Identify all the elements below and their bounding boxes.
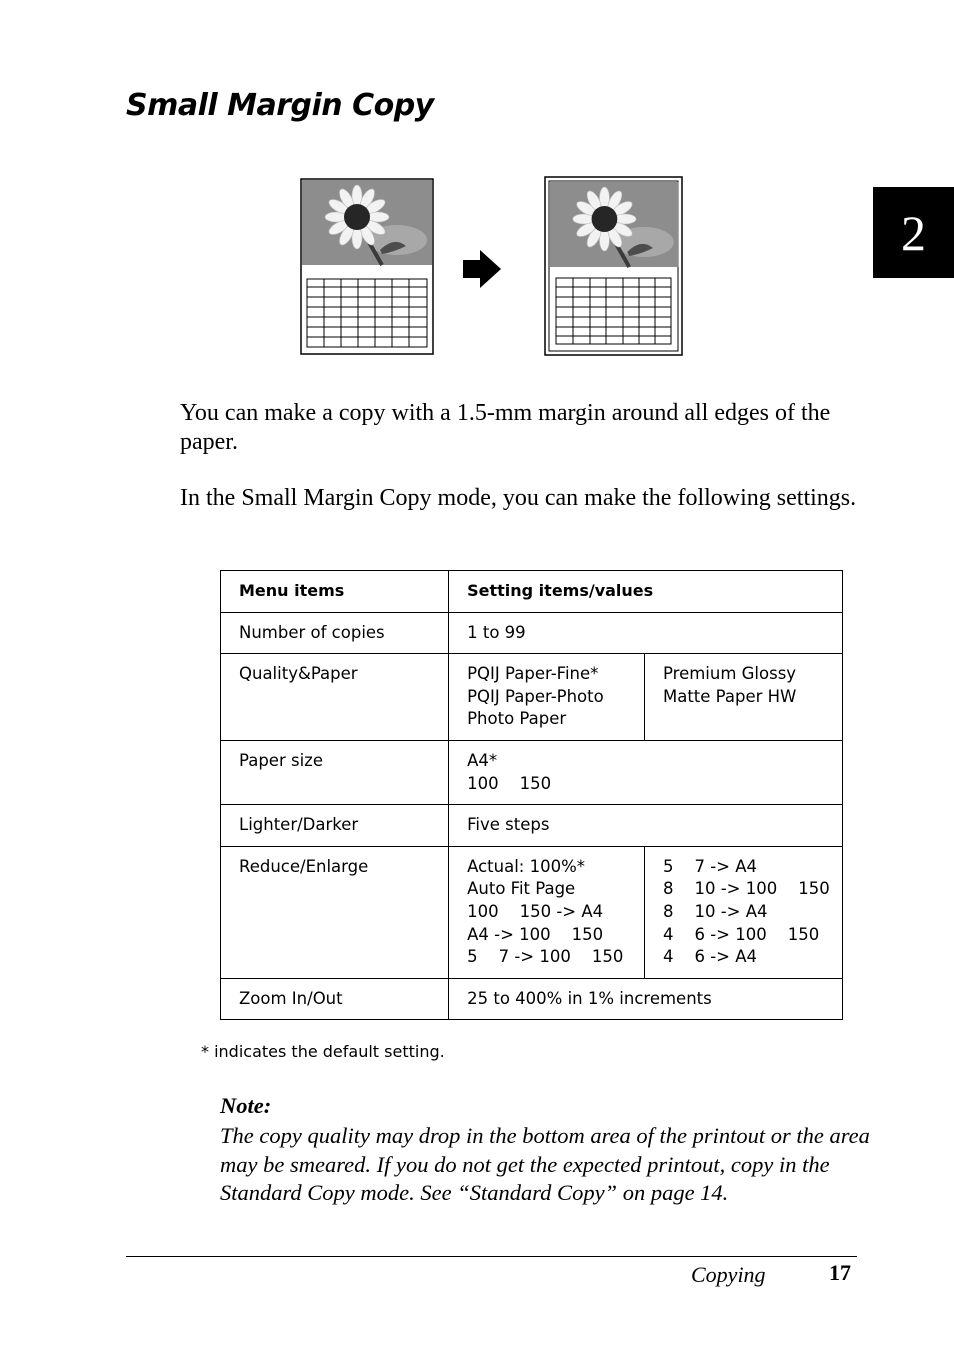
menu-item-cell: Number of copies bbox=[221, 612, 449, 654]
bordered-page-icon bbox=[301, 179, 433, 354]
value-cell bbox=[449, 740, 843, 804]
value-line: 4 6 -> A4 bbox=[662, 947, 758, 967]
small-margin-page-icon bbox=[545, 177, 682, 355]
note-body: The copy quality may drop in the bottom area of the printout or the area may be smeared. If you do not get the expected printout, copy in the Standard Copy mode. See “Standard Copy” on page 14. bbox=[220, 1123, 870, 1205]
value-cell bbox=[449, 612, 843, 654]
value-line: Five steps bbox=[467, 815, 550, 835]
table-row bbox=[221, 805, 843, 847]
menu-item-cell: Quality&Paper bbox=[221, 654, 449, 741]
table-row bbox=[221, 612, 843, 654]
page-title: Small Margin Copy bbox=[126, 88, 434, 123]
chapter-number: 2 bbox=[901, 204, 926, 261]
page-number: 17 bbox=[829, 1260, 851, 1285]
value-line: Premium Glossy bbox=[662, 664, 797, 684]
table-row bbox=[221, 654, 843, 741]
value-cell bbox=[644, 654, 842, 741]
value-line: 1 to 99 bbox=[467, 622, 526, 642]
value-line: 5 7 -> A4 bbox=[662, 856, 758, 876]
value-line: 8 10 -> 100 150 bbox=[662, 879, 830, 899]
value-line: 25 to 400% in 1% increments bbox=[467, 988, 712, 1008]
small-margin-illustration bbox=[290, 170, 700, 370]
value-line: PQIJ Paper-Photo bbox=[467, 686, 604, 706]
header-menu-items: Menu items bbox=[221, 571, 449, 613]
table-row bbox=[221, 978, 843, 1020]
menu-item-cell: Paper size bbox=[221, 740, 449, 804]
menu-item-cell: Lighter/Darker bbox=[221, 805, 449, 847]
value-cell bbox=[449, 846, 645, 978]
settings-table bbox=[220, 570, 843, 1020]
menu-item-cell: Zoom In/Out bbox=[221, 978, 449, 1020]
value-line: Matte Paper HW bbox=[662, 686, 797, 706]
header-setting-items: Setting items/values bbox=[449, 571, 843, 613]
value-cell bbox=[449, 654, 645, 741]
table-row bbox=[221, 846, 843, 978]
note-title: Note: bbox=[220, 1093, 272, 1118]
table-row bbox=[221, 740, 843, 804]
value-cell bbox=[449, 978, 843, 1020]
value-cell bbox=[449, 805, 843, 847]
table-header-row bbox=[221, 571, 843, 613]
value-line: 100 150 bbox=[467, 773, 552, 793]
value-line: Photo Paper bbox=[467, 709, 567, 729]
footer-section-name: Copying bbox=[691, 1262, 766, 1287]
menu-item-cell: Reduce/Enlarge bbox=[221, 846, 449, 978]
settings-paragraph: In the Small Margin Copy mode, you can make the following settings. bbox=[180, 485, 857, 511]
value-line: 100 150 -> A4 bbox=[467, 901, 604, 921]
chapter-tab bbox=[873, 187, 954, 278]
value-line: 5 7 -> 100 150 bbox=[467, 947, 624, 967]
value-line: A4 -> 100 150 bbox=[467, 924, 604, 944]
value-line: 8 10 -> A4 bbox=[662, 901, 768, 921]
value-line: A4* bbox=[467, 750, 498, 770]
right-arrow-icon bbox=[463, 250, 501, 288]
value-cell bbox=[644, 846, 842, 978]
intro-paragraph: You can make a copy with a 1.5-mm margin around all edges of the paper. bbox=[180, 400, 831, 455]
footer-rule bbox=[126, 1256, 857, 1257]
value-line: Auto Fit Page bbox=[467, 879, 576, 899]
value-line: Actual: 100%* bbox=[467, 856, 586, 876]
value-line: PQIJ Paper-Fine* bbox=[467, 664, 599, 684]
default-footnote: * indicates the default setting. bbox=[201, 1042, 445, 1061]
value-line: 4 6 -> 100 150 bbox=[662, 924, 820, 944]
